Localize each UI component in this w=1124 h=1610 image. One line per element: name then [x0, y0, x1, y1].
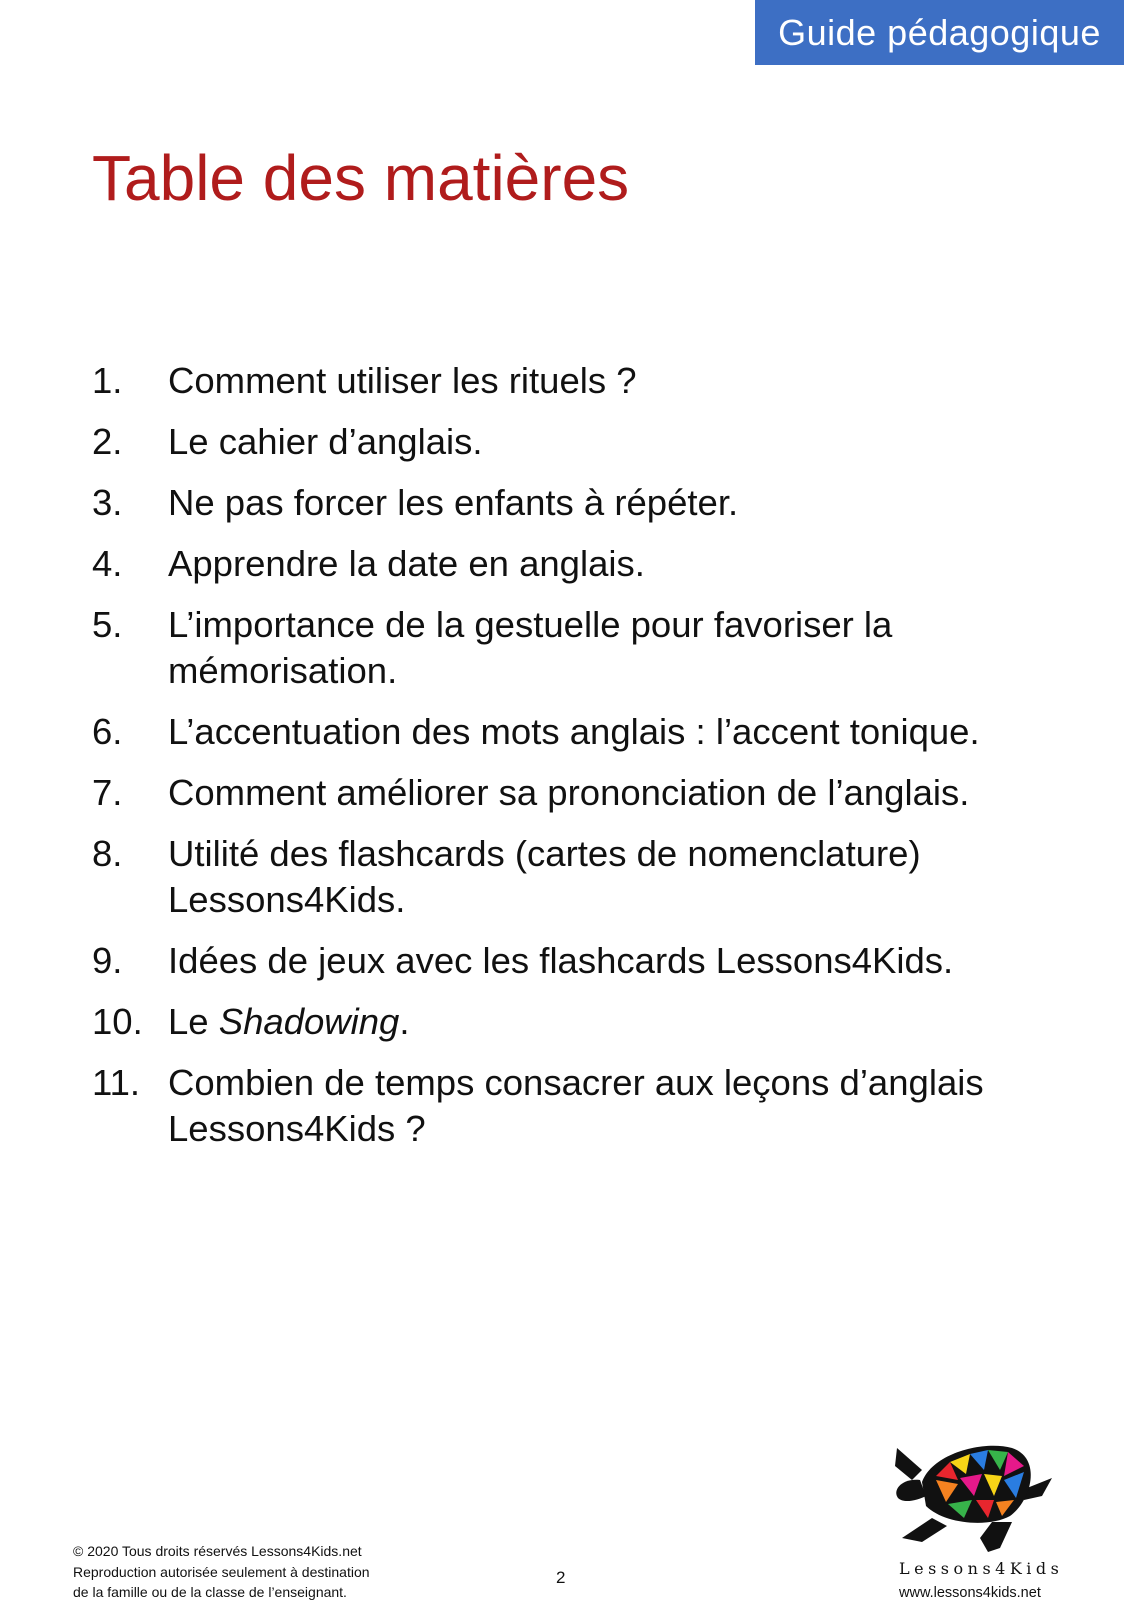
toc-text: Utilité des flashcards (cartes de nomenclature) Lessons4Kids.: [168, 833, 921, 920]
guide-tag: Guide pédagogique: [755, 0, 1124, 65]
copyright-line: © 2020 Tous droits réservés Lessons4Kids.net: [73, 1543, 362, 1559]
toc-item: [92, 709, 1082, 755]
toc-number: 8.: [92, 833, 123, 874]
toc-text: Comment utiliser les rituels ?: [168, 360, 637, 401]
toc-number: 4.: [92, 543, 123, 584]
toc-number: 11.: [92, 1062, 141, 1103]
toc-item: [92, 358, 1082, 404]
toc-number: 2.: [92, 421, 123, 462]
toc-text: Comment améliorer sa prononciation de l’anglais.: [168, 772, 970, 813]
toc-text: Le cahier d’anglais.: [168, 421, 483, 462]
toc-number: 5.: [92, 604, 123, 645]
toc-item: [92, 999, 1082, 1045]
toc-item: [92, 541, 1082, 587]
toc-text: Idées de jeux avec les flashcards Lessons4Kids.: [168, 940, 954, 981]
website-url[interactable]: www.lessons4kids.net: [899, 1585, 1041, 1601]
toc-text-italic: Shadowing: [218, 1001, 400, 1042]
brand-name: Lessons4Kids: [899, 1559, 1064, 1578]
toc-text: Ne pas forcer les enfants à répéter.: [168, 482, 739, 523]
toc-number: 3.: [92, 482, 123, 523]
toc-item: [92, 419, 1082, 465]
copyright-notice: [73, 1541, 370, 1603]
table-of-contents: [92, 358, 1082, 1167]
toc-text: L’accentuation des mots anglais : l’accent tonique.: [168, 711, 980, 752]
toc-text-suffix: .: [399, 1001, 410, 1042]
toc-item: [92, 1060, 1082, 1152]
toc-item: [92, 602, 1082, 694]
toc-text: Apprendre la date en anglais.: [168, 543, 645, 584]
toc-text: Combien de temps consacrer aux leçons d’anglais Lessons4Kids ?: [168, 1062, 984, 1149]
toc-item: [92, 831, 1082, 923]
turtle-icon: [892, 1440, 1054, 1552]
copyright-line: Reproduction autorisée seulement à destination: [73, 1563, 370, 1580]
toc-item: [92, 938, 1082, 984]
toc-number: 6.: [92, 711, 123, 752]
toc-item: [92, 770, 1082, 816]
toc-number: 9.: [92, 940, 123, 981]
toc-number: 1.: [92, 360, 123, 401]
toc-number: 10.: [92, 1001, 143, 1042]
toc-text-prefix: Le: [168, 1001, 219, 1042]
toc-item: [92, 480, 1082, 526]
toc-text: [168, 999, 1082, 1045]
toc-text: L’importance de la gestuelle pour favoriser la mémorisation.: [168, 604, 893, 691]
toc-number: 7.: [92, 772, 123, 813]
page-title: Table des matières: [92, 142, 630, 214]
page-number: 2: [556, 1568, 566, 1587]
copyright-line: de la famille ou de la classe de l’enseignant.: [73, 1584, 347, 1600]
